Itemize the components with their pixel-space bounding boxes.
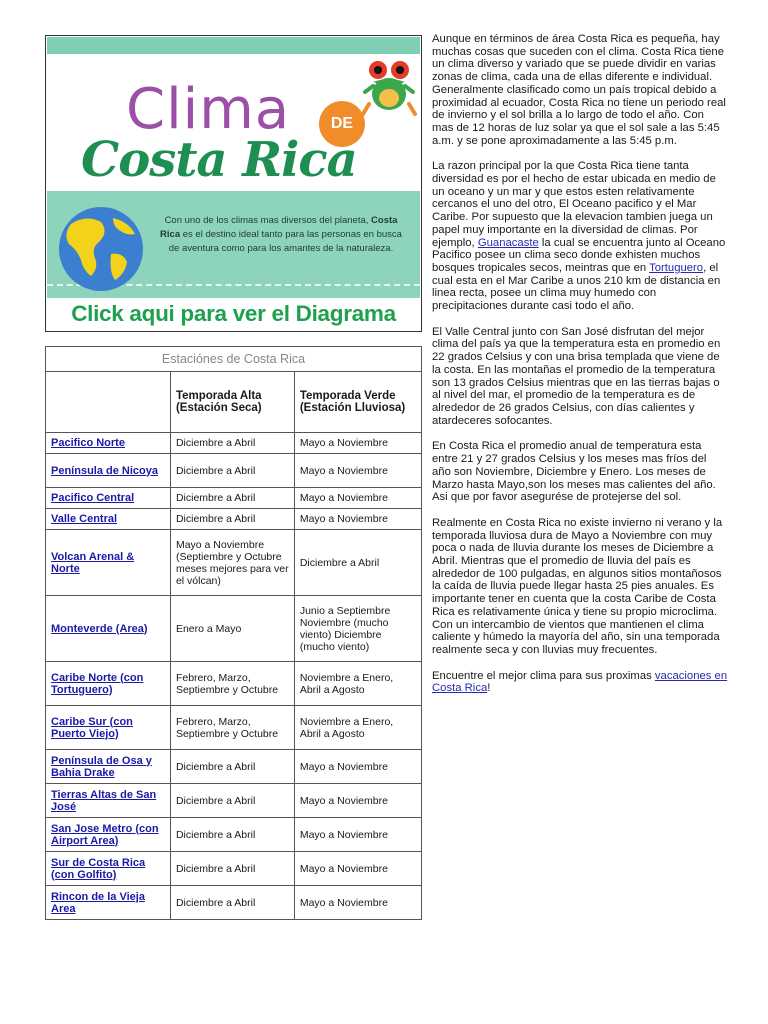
- table-row: [46, 433, 422, 454]
- dry-season-cell: Diciembre a Abril: [170, 488, 294, 509]
- dry-season-cell: Diciembre a Abril: [170, 509, 294, 530]
- table-title: Estaciónes de Costa Rica: [46, 347, 422, 372]
- region-cell: [46, 454, 171, 488]
- green-season-cell: Noviembre a Enero, Abril a Agosto: [294, 706, 421, 750]
- green-season-cell: Mayo a Noviembre: [294, 818, 421, 852]
- region-cell: [46, 488, 171, 509]
- region-cell: [46, 784, 171, 818]
- diagram-link[interactable]: Click aqui para ver el Diagrama: [47, 298, 420, 330]
- article-paragraph: La razon principal por la que Costa Rica tiene tanta diversidad es por el hecho de estar ubicada en medio de un oceano y un mar y que estos esten relativamente cercanos el uno del otro, El Oceano pacifico y el Mar Caribe. Por supuesto que la elevacion tambien juega un papel muy importante en la diversidad de climas. Por ejemplo, Guanacaste la cual se encuentra junto al Oceano Pacifico posee un clima seco donde exhisten muchos bosques tropicales secos, meintras que en Tortuguero, el cual esta en el Mar Caribe a unos 210 km de distancia en linea recta, posee un clima muy humedo con precipitaciones durante casi todo el año.: [432, 160, 726, 313]
- article-paragraph: El Valle Central junto con San José disfrutan del mejor clima del país ya que la temperatura esta en promedio en 22 grados Celsius y con una brisa templada que viene de la costa. En las montañas el promedio de la temperatura son 13 grados Celsius mientras que en las tierras bajas o al nivel del mar, el promedio de la temperatura es de alrededor de 26 grados Celsius, con días calientes y atardeceres sofocantes.: [432, 325, 721, 427]
- table-row: [46, 596, 422, 662]
- guanacaste-link[interactable]: Guanacaste: [477, 236, 539, 249]
- table-row: [46, 784, 422, 818]
- region-cell: [46, 662, 171, 706]
- region-cell: [46, 509, 171, 530]
- dry-season-cell: Febrero, Marzo, Septiembre y Octubre: [170, 662, 294, 706]
- dry-season-cell: Diciembre a Abril: [170, 852, 294, 886]
- region-link[interactable]: Monteverde (Area): [51, 622, 148, 635]
- banner-top-strip: [47, 37, 420, 54]
- region-link[interactable]: Península de Osa y Bahia Drake: [51, 754, 152, 779]
- table-row: [46, 818, 422, 852]
- table-row: [46, 750, 422, 784]
- table-row: [46, 662, 422, 706]
- green-season-cell: Junio a Septiembre Noviembre (mucho viento) Diciembre (mucho viento): [294, 596, 421, 662]
- region-cell: [46, 706, 171, 750]
- region-cell: [46, 433, 171, 454]
- region-link[interactable]: Valle Central: [51, 513, 118, 525]
- region-link[interactable]: Sur de Costa Rica (con Golfito): [51, 856, 146, 881]
- banner-description: Con uno de los climas mas diversos del planeta, Costa Rica es el destino ideal tanto para las personas en busca de aventura como para los amantes de la naturaleza.: [160, 215, 402, 254]
- table-row: [46, 886, 422, 920]
- region-cell: [46, 886, 171, 920]
- region-cell: [46, 596, 171, 662]
- region-link[interactable]: Caribe Norte (con Tortuguero): [51, 671, 144, 696]
- region-link[interactable]: Península de Nicoya: [51, 464, 158, 477]
- region-link[interactable]: San Jose Metro (con Airport Area): [51, 822, 159, 847]
- table-row: [46, 530, 422, 596]
- climate-article: [432, 33, 728, 708]
- dry-season-cell: Diciembre a Abril: [170, 750, 294, 784]
- dry-season-cell: Diciembre a Abril: [170, 454, 294, 488]
- green-season-cell: Mayo a Noviembre: [294, 784, 421, 818]
- green-season-cell: Noviembre a Enero, Abril a Agosto: [294, 662, 421, 706]
- region-link[interactable]: Volcan Arenal & Norte: [51, 550, 135, 575]
- article-paragraph: Realmente en Costa Rica no existe invierno ni verano y la temporada lluviosa dura de Mayo a Noviembre con muy poca o nada de lluvia durante los meses de Diciembre a Abril. Mientras que el promedio de lluvia del país es alrededor de 100 pulgadas, en algunos sitios montañosos la caída de lluvia puede llegar hasta 25 pies anuales. Es importante tener en cuenta que la costa Caribe de Costa Rica es relativamente única y tiene su propio microclima. Con un intercambio de vientos que mantienen el clima caliente y húmedo la mayoría del año, sin una temporada realmente seca y con lluvias muy frecuentes.: [432, 516, 723, 656]
- table-row: [46, 488, 422, 509]
- green-season-cell: Mayo a Noviembre: [294, 509, 421, 530]
- green-season-cell: Diciembre a Abril: [294, 530, 421, 596]
- region-link[interactable]: Pacifico Central: [51, 492, 135, 504]
- article-paragraph: Encuentre el mejor clima para sus proximas vacaciones en Costa Rica!: [432, 669, 728, 695]
- globe-icon: [51, 204, 151, 294]
- header-green-season: Temporada Verde (Estación Lluviosa): [294, 372, 421, 433]
- green-season-cell: Mayo a Noviembre: [294, 750, 421, 784]
- tortuguero-link[interactable]: Tortuguero: [649, 261, 704, 274]
- green-season-cell: Mayo a Noviembre: [294, 454, 421, 488]
- green-season-cell: Mayo a Noviembre: [294, 433, 421, 454]
- dry-season-cell: Enero a Mayo: [170, 596, 294, 662]
- table-row: [46, 454, 422, 488]
- region-cell: [46, 750, 171, 784]
- region-link[interactable]: Caribe Sur (con Puerto Viejo): [51, 715, 133, 740]
- article-paragraph: Aunque en términos de área Costa Rica es pequeña, hay muchas cosas que suceden con el clima. Costa Rica tiene un clima diverso y variado que se puede dividir en varias zonas de clima, cada una de ellas diferente e individual. Generalmente clasificado como un país tropical debido a proximidad al ecuador, Costa Rica no tiene un periodo real de invierno y el sol brilla a lo largo de todo el año. Con mas de 12 horas de luz solar ya que el sol sale a las 5:45 a.m. y se pone aproximadamente a las 5:45 p.m.: [432, 33, 726, 147]
- region-link[interactable]: Pacifico Norte: [51, 437, 125, 449]
- green-season-cell: Mayo a Noviembre: [294, 886, 421, 920]
- climate-banner[interactable]: [45, 35, 422, 332]
- table-row: [46, 852, 422, 886]
- region-link[interactable]: Rincon de la Vieja Area: [51, 890, 145, 915]
- seasons-table: [45, 346, 422, 920]
- region-link[interactable]: Tierras Altas de San José: [51, 788, 157, 813]
- banner-title-costa-rica: Costa Rica: [81, 132, 357, 188]
- banner-badge-de: DE: [319, 101, 365, 147]
- region-cell: [46, 852, 171, 886]
- dry-season-cell: Diciembre a Abril: [170, 818, 294, 852]
- header-dry-season: Temporada Alta (Estación Seca): [170, 372, 294, 433]
- region-cell: [46, 530, 171, 596]
- dry-season-cell: Diciembre a Abril: [170, 886, 294, 920]
- dry-season-cell: Mayo a Noviembre (Septiembre y Octubre meses mejores para ver el vólcan): [170, 530, 294, 596]
- article-paragraph: En Costa Rica el promedio anual de temperatura esta entre 21 y 27 grados Celsius y los meses mas fríos del año son Noviembre, Diciembre y Enero. Los meses de Marzo hasta Mayo,son los meses mas calientes del año. Asi que por favor asegurése de protejerse del sol.: [432, 440, 716, 504]
- table-row: [46, 706, 422, 750]
- dry-season-cell: Diciembre a Abril: [170, 433, 294, 454]
- vacations-link[interactable]: vacaciones en Costa Rica: [432, 669, 728, 695]
- banner-title-clima: Clima: [126, 77, 291, 142]
- tree-frog-icon: [361, 56, 417, 118]
- green-season-cell: Mayo a Noviembre: [294, 488, 421, 509]
- table-row: [46, 509, 422, 530]
- green-season-cell: Mayo a Noviembre: [294, 852, 421, 886]
- region-cell: [46, 818, 171, 852]
- header-region: [46, 372, 171, 433]
- dry-season-cell: Febrero, Marzo, Septiembre y Octubre: [170, 706, 294, 750]
- dry-season-cell: Diciembre a Abril: [170, 784, 294, 818]
